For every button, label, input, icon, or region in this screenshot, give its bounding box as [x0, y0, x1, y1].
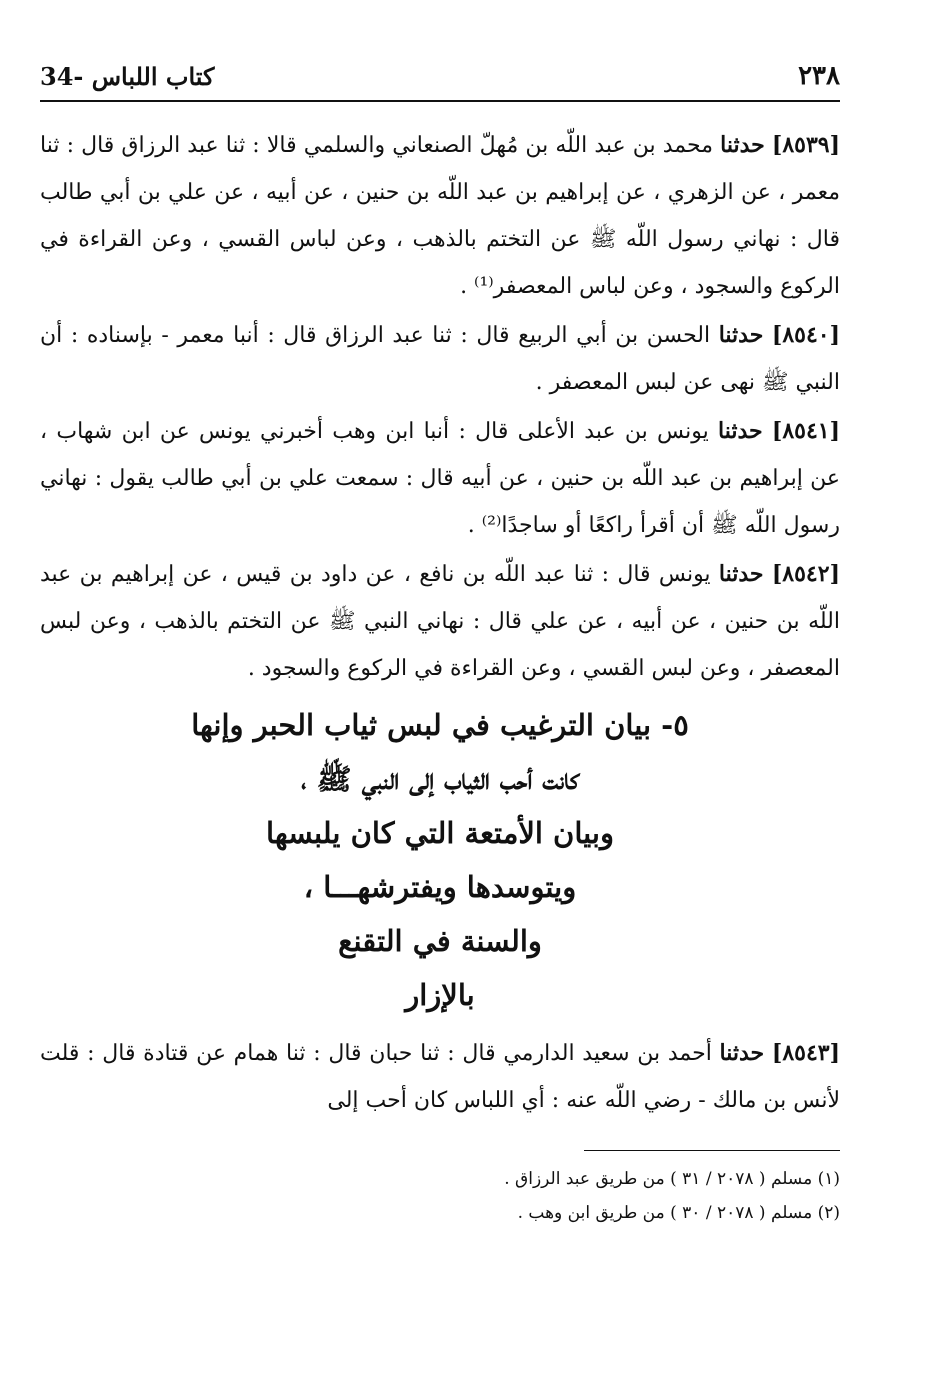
page-body	[40, 122, 840, 1126]
hadith-8539	[40, 122, 840, 310]
section-heading	[40, 698, 840, 1022]
hadith-text: الحسن بن أبي الربيع قال : ثنا عبد الرزاق قال : أنبا معمر - بإسناده : أن النبي ﷺ نهى عن لبس المعصفر .	[40, 323, 840, 395]
hadith-8541	[40, 408, 840, 549]
hadith-opener: حدثنا	[719, 1040, 765, 1066]
page-header	[40, 58, 840, 94]
hadith-8542	[40, 551, 840, 692]
footnotes	[40, 1162, 840, 1230]
hadith-opener: حدثنا	[717, 418, 763, 444]
hadith-number: [٨٥٤١]	[771, 418, 840, 444]
section-heading-line: ويتوسدها ويفترشهـــا ،	[303, 870, 577, 904]
section-heading-line: كانت أحب الثياب إلى النبي ﷺ ،	[300, 762, 579, 796]
hadith-number: [٨٥٤٢]	[771, 561, 840, 587]
hadith-text: يونس قال : ثنا عبد اللّه بن نافع ، عن داود بن قيس ، عن إبراهيم بن عبد اللّه بن حنين ، عن أبيه ، عن علي قال : نهاني النبي ﷺ عن التختم بالذهب ، وعن لبس المعصفر ، وعن لبس القسي ، وعن القراءة في الركوع والسجود .	[40, 562, 840, 681]
section-heading-line: والسنة في التقنع	[338, 924, 542, 958]
page-number: ٢٣٨	[798, 61, 840, 91]
hadith-opener: حدثنا	[718, 322, 764, 348]
footnote-divider	[584, 1150, 840, 1151]
footnote-1: (١) مسلم ( ٢٠٧٨ / ٣١ ) من طريق عبد الرزاق .	[504, 1169, 840, 1189]
section-heading-line: ٥- بيان الترغيب في لبس ثياب الحبر وإنها	[191, 708, 689, 742]
hadith-number: [٨٥٤٣]	[771, 1040, 841, 1066]
hadith-text: يونس بن عبد الأعلى قال : أنبا ابن وهب أخبرني يونس عن ابن شهاب ، عن إبراهيم بن عبد اللّه بن حنين ، عن أبيه قال : سمعت علي بن أبي طالب يقول : نهاني رسول اللّه ﷺ أن أقرأ راكعًا أو ساجدًا⁽²⁾ .	[40, 419, 840, 538]
header-divider	[40, 100, 840, 102]
hadith-number: [٨٥٣٩]	[771, 132, 840, 158]
hadith-8540	[40, 312, 840, 406]
hadith-text: أحمد بن سعيد الدارمي قال : ثنا حبان قال : ثنا همام عن قتادة قال : قلت لأنس بن مالك - رضي اللّه عنه : أي اللباس كان أحب إلى	[40, 1041, 840, 1113]
footnote-2: (٢) مسلم ( ٢٠٧٨ / ٣٠ ) من طريق ابن وهب .	[517, 1203, 840, 1223]
chapter-title: 34- كتاب اللباس	[40, 61, 215, 91]
section-heading-line: وبيان الأمتعة التي كان يلبسها	[265, 816, 614, 850]
section-heading-line: بالإزار	[405, 978, 475, 1012]
hadith-opener: حدثنا	[720, 132, 765, 158]
hadith-text: محمد بن عبد اللّه بن مُهلّ الصنعاني والسلمي قالا : ثنا عبد الرزاق قال : ثنا معمر ، عن الزهري ، عن إبراهيم بن عبد اللّه بن حنين ، عن أبيه ، عن علي بن أبي طالب قال : نهاني رسول اللّه ﷺ عن التختم بالذهب ، وعن لباس القسي ، وعن القراءة في الركوع والسجود ، وعن لباس المعصفر⁽¹⁾ .	[40, 133, 840, 299]
hadith-number: [٨٥٤٠]	[771, 322, 840, 348]
hadith-8543	[40, 1030, 840, 1124]
hadith-opener: حدثنا	[718, 561, 764, 587]
